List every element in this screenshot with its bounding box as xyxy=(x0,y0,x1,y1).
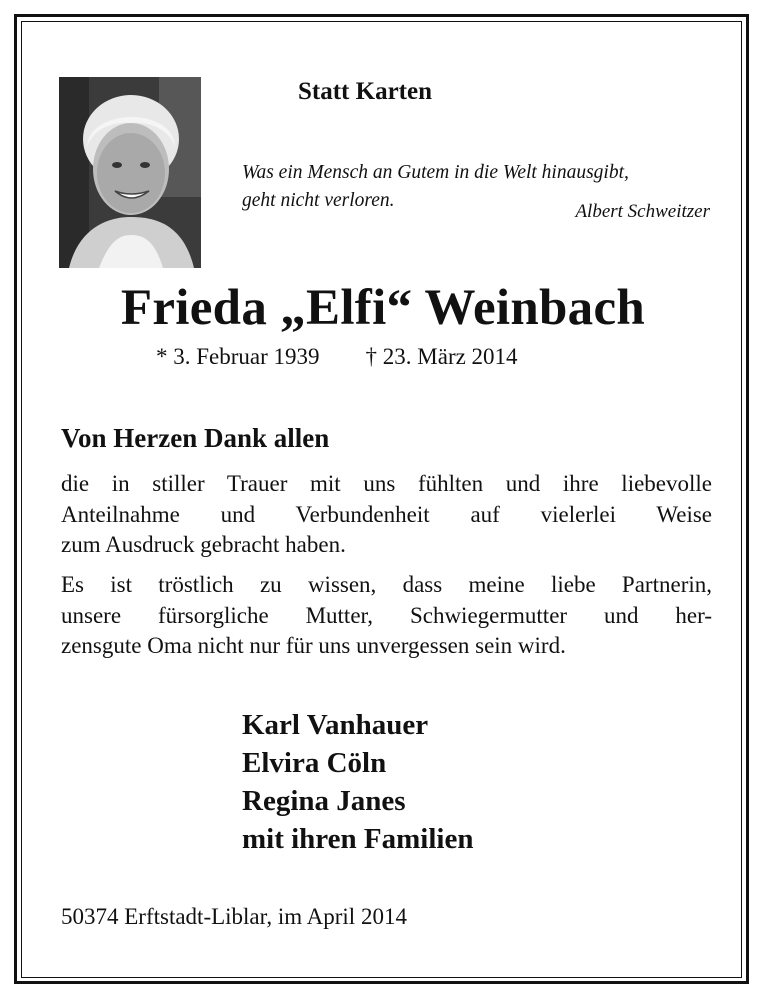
thanks-paragraph-1 xyxy=(61,469,712,561)
thanks-paragraph-2 xyxy=(61,570,712,662)
quote xyxy=(242,159,629,215)
life-dates xyxy=(156,344,518,370)
portrait-photo xyxy=(59,77,201,268)
paragraph-line: Es ist tröstlich zu wissen, dass meine liebe Partnerin, xyxy=(61,572,712,597)
signers-list xyxy=(242,706,473,858)
death-date: † 23. März 2014 xyxy=(365,344,518,369)
quote-line-1: Was ein Mensch an Gutem in die Welt hinausgibt, xyxy=(242,162,629,183)
paragraph-line: Anteilnahme und Verbundenheit auf vielerlei Weise xyxy=(61,501,712,527)
paragraph-line: unsere fürsorgliche Mutter, Schwiegermutter und her- xyxy=(61,602,712,628)
deceased-name: Frieda „Elfi“ Weinbach xyxy=(120,280,646,336)
signer-families: mit ihren Familien xyxy=(242,823,474,855)
signer-name: Elvira Cöln xyxy=(242,747,387,779)
paragraph-line: die in stiller Trauer mit uns fühlten und ihre liebevolle xyxy=(61,471,712,496)
signer-name: Karl Vanhauer xyxy=(242,709,429,741)
paragraph-line: zum Ausdruck gebracht haben. xyxy=(61,532,346,557)
paragraph-line: zensgute Oma nicht nur für uns unvergessen sein wird. xyxy=(61,633,566,658)
place-and-date: 50374 Erftstadt-Liblar, im April 2014 xyxy=(61,904,407,929)
birth-date: * 3. Februar 1939 xyxy=(156,344,320,369)
quote-author: Albert Schweitzer xyxy=(575,201,710,222)
quote-line-2: geht nicht verloren. xyxy=(242,190,395,211)
statt-karten-heading: Statt Karten xyxy=(298,78,432,105)
thanks-heading: Von Herzen Dank allen xyxy=(61,423,330,453)
signer-name: Regina Janes xyxy=(242,785,406,817)
